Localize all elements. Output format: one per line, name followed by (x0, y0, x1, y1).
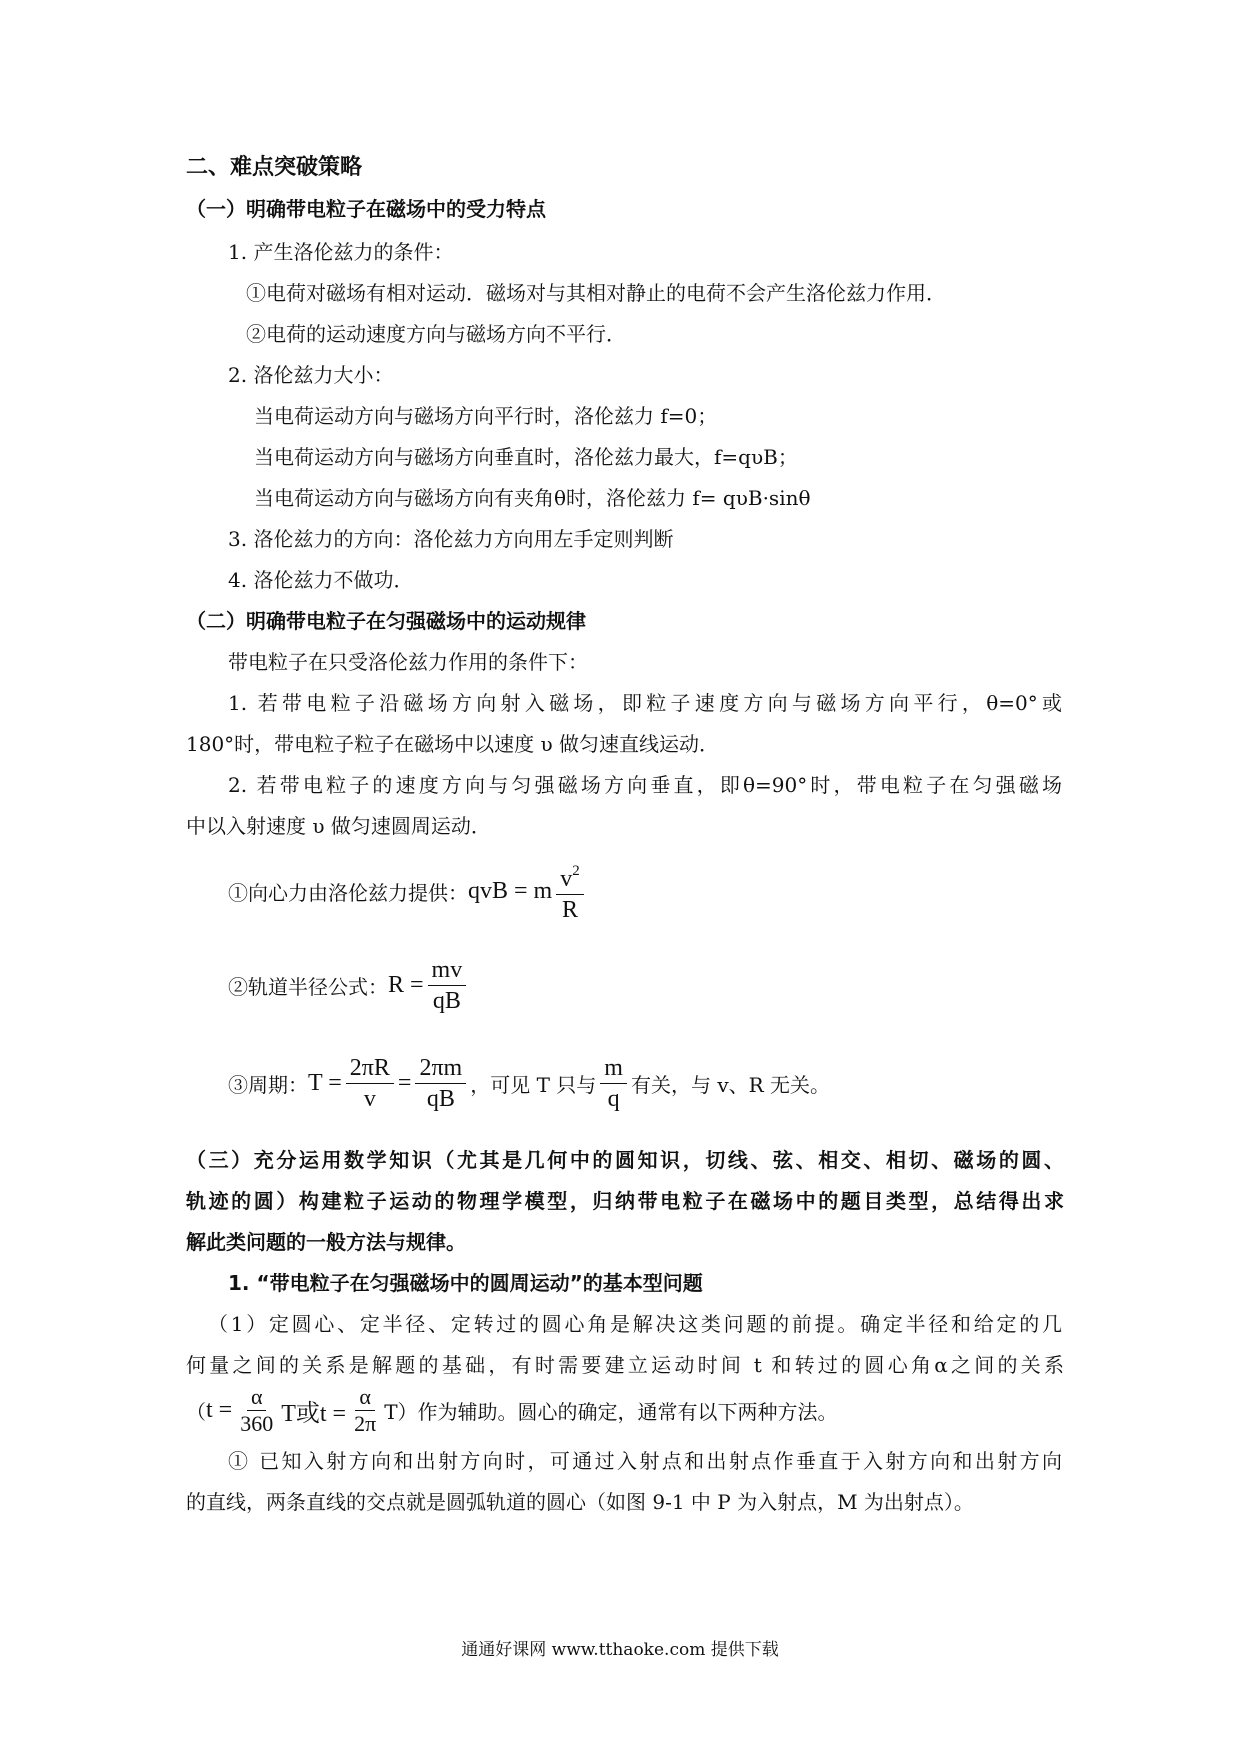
formula-period-numerator-3: m (600, 1053, 627, 1084)
formula-radius-fraction (428, 955, 467, 1016)
subsection-1-title: （一）明确带电粒子在磁场中的受力特点 (186, 197, 546, 221)
formula-centripetal-math (468, 858, 588, 925)
formula-radius-numerator: mv (428, 955, 467, 986)
formula-centripetal (228, 858, 588, 925)
formula-time-denominator-2: 2π (354, 1411, 377, 1436)
s1-item-2: 2. 洛伦兹力大小： (228, 363, 394, 387)
formula-period-label: ③周期： (228, 1073, 308, 1097)
s1-item-1b: ②电荷的运动速度方向与磁场方向不平行． (246, 322, 626, 346)
formula-time-tail-text: T）作为辅助。圆心的确定，通常有以下两种方法。 (384, 1400, 838, 1424)
subsection-3-title-line-3: 解此类问题的一般方法与规律。 (186, 1230, 466, 1254)
formula-time-middle: T或t = (281, 1401, 347, 1427)
formula-time-fraction-1 (236, 1384, 277, 1437)
s3-para-1-line-2: 何量之间的关系是解题的基础，有时需要建立运动时间 t 和转过的圆心角α之间的关系 (186, 1353, 1064, 1377)
s1-item-2b: 当电荷运动方向与磁场方向垂直时，洛伦兹力最大，f=qυB； (254, 445, 798, 469)
formula-period-denominator-3: q (607, 1086, 620, 1112)
formula-time-numerator-1: α (247, 1384, 267, 1411)
formula-radius-math (388, 955, 470, 1016)
formula-centripetal-denominator: R (561, 897, 578, 923)
s3-subheading-1: 1. “带电粒子在匀强磁场中的圆周运动”的基本型问题 (228, 1271, 703, 1295)
formula-time-fraction-2 (350, 1384, 380, 1437)
formula-radius-denominator: qB (432, 988, 461, 1014)
formula-time-math (206, 1384, 384, 1437)
formula-period-numerator-1: 2πR (346, 1053, 394, 1084)
formula-centripetal-lhs: qvB = m (468, 878, 553, 904)
page-footer: 通通好课网 www.tthaoke.com 提供下载 (461, 1640, 779, 1660)
formula-period-tail-text: 有关，与 v、R 无关。 (630, 1073, 831, 1097)
formula-time (186, 1384, 838, 1437)
subsection-3-title-line-2: 轨迹的圆）构建粒子运动的物理学模型，归纳带电粒子在磁场中的题目类型，总结得出求 (186, 1189, 1064, 1213)
subsection-2-title: （二）明确带电粒子在匀强磁场中的运动规律 (186, 609, 586, 633)
formula-radius (228, 955, 470, 1016)
s2-para-1-line-1: 1. 若带电粒子沿磁场方向射入磁场，即粒子速度方向与磁场方向平行，θ=0°或 (228, 691, 1062, 715)
formula-time-lhs: t = (206, 1397, 233, 1423)
s1-item-4: 4. 洛伦兹力不做功． (228, 568, 414, 592)
s1-item-2c: 当电荷运动方向与磁场方向有夹角θ时，洛伦兹力 f= qυB·sinθ (254, 486, 811, 510)
s1-item-1a: ①电荷对磁场有相对运动．磁场对与其相对静止的电荷不会产生洛伦兹力作用． (246, 281, 946, 305)
formula-time-open-paren: （ (186, 1400, 206, 1424)
s2-para-2-line-2: 中以入射速度 υ 做匀速圆周运动． (186, 814, 491, 838)
formula-radius-label: ②轨道半径公式： (228, 975, 388, 999)
s1-item-3: 3. 洛伦兹力的方向：洛伦兹力方向用左手定则判断 (228, 527, 674, 551)
formula-centripetal-numerator: v (560, 866, 573, 892)
formula-period-denominator-1: v (363, 1086, 376, 1112)
formula-period-equals: = (397, 1070, 412, 1096)
s2-intro: 带电粒子在只受洛伦兹力作用的条件下： (228, 650, 588, 674)
subsection-3-title-line-1: （三）充分运用数学知识（尤其是几何中的圆知识，切线、弦、相交、相切、磁场的圆、 (186, 1148, 1064, 1172)
formula-period-lhs: T = (308, 1070, 342, 1096)
s2-para-2-line-1: 2. 若带电粒子的速度方向与匀强磁场方向垂直，即θ=90°时，带电粒子在匀强磁场 (228, 773, 1062, 797)
formula-period-denominator-2: qB (426, 1086, 455, 1112)
s3-para-2-line-2: 的直线，两条直线的交点就是圆弧轨道的圆心（如图 9-1 中 P 为入射点，M 为出射点）。 (186, 1490, 974, 1514)
formula-time-denominator-1: 360 (240, 1411, 274, 1436)
formula-radius-lhs: R = (388, 972, 424, 998)
formula-period (228, 1053, 830, 1114)
formula-centripetal-fraction (556, 858, 584, 925)
s3-para-1-line-1: （1）定圆心、定半径、定转过的圆心角是解决这类问题的前提。确定半径和给定的几 (208, 1312, 1062, 1336)
formula-period-fraction-3 (600, 1053, 627, 1114)
formula-period-fraction-1 (346, 1053, 394, 1114)
section-heading: 二、难点突破策略 (186, 155, 363, 180)
formula-centripetal-exponent: 2 (572, 863, 580, 879)
s3-para-2-line-1: ① 已知入射方向和出射方向时，可通过入射点和出射点作垂直于入射方向和出射方向 (228, 1449, 1062, 1473)
formula-centripetal-label: ①向心力由洛伦兹力提供： (228, 881, 468, 905)
s1-item-1: 1. 产生洛伦兹力的条件： (228, 240, 454, 264)
formula-period-numerator-2: 2πm (415, 1053, 466, 1084)
formula-time-numerator-2: α (355, 1384, 375, 1411)
s2-para-1-line-2: 180°时，带电粒子粒子在磁场中以速度 υ 做匀速直线运动． (186, 732, 720, 756)
s1-item-2a: 当电荷运动方向与磁场方向平行时，洛伦兹力 f=0； (254, 404, 718, 428)
formula-period-fraction-2 (415, 1053, 466, 1114)
formula-period-math (308, 1053, 470, 1114)
formula-period-middle-text: ，可见 T 只与 (470, 1073, 597, 1097)
